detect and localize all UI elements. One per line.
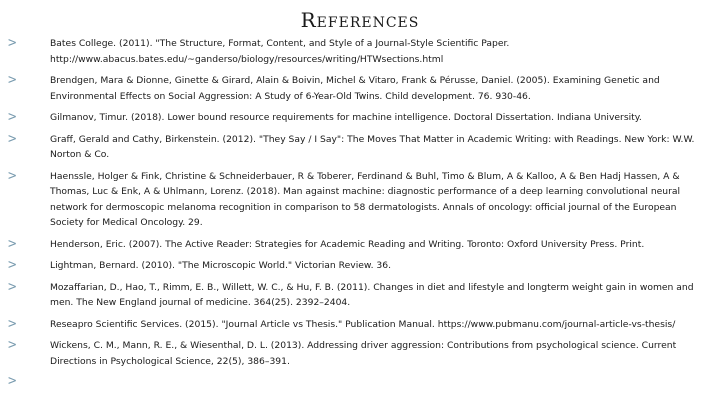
reference-item [0,110,720,126]
reference-item [0,169,720,231]
reference-item [0,280,720,311]
reference-text: Lightman, Bernard. (2010). "The Microscopic World." Victorian Review. 36. [50,260,392,271]
reference-item [0,36,720,67]
chevron-right-icon: > [8,278,17,295]
page-title: References [300,8,420,32]
reference-item [0,73,720,104]
chevron-right-icon: > [8,235,17,252]
reference-text: Gilmanov, Timur. (2018). Lower bound resource requirements for machine intelligence. Doctoral Dissertation. Indiana University. [50,112,642,123]
reference-text: Mozaffarian, D., Hao, T., Rimm, E. B., Willett, W. C., & Hu, F. B. (2011). Changes in diet and lifestyle and longterm weight gain in women and men. The New England journal of medicine. 364(25). 2392–2404. [50,281,694,308]
reference-text: Wickens, C. M., Mann, R. E., & Wiesenthal, D. L. (2013). Addressing driver aggression: Contributions from psychological science. Current Directions in Psychological Science, 22(5), 386–391. [50,340,677,367]
chevron-right-icon: > [8,109,17,125]
reference-text: Haenssle, Holger & Fink, Christine & Schneiderbauer, R & Toberer, Ferdinand & Buhl, Timo & Blum, A & Kalloo, A & Ben Hadj Hassen, A & Thomas, Luc & Enk, A & Uhlmann, Lorenz. (2018). Man against machine: diagnostic performance of a deep learning convolutional neural network for dermoscopic melanoma recognition in comparison to 58 dermatologists. Annals of oncology: official journal of the European Society for Medical Oncology. 29. [50,170,681,228]
chevron-right-icon: > [8,35,17,51]
reference-text: Reseapro Scientific Services. (2015). "Journal Article vs Thesis." Publication Manual. https://www.pubmanu.com/journal-article-vs-thesis/ [50,318,676,330]
chevron-right-icon: > [8,315,17,332]
reference-list [0,36,720,375]
chevron-right-icon: > [8,373,17,389]
reference-text: Brendgen, Mara & Dionne, Ginette & Girard, Alain & Boivin, Michel & Vitaro, Frank & Pérusse, Daniel. (2005). Examining Genetic and Environmental Effects on Social Aggression: A Study of 6-Year-Old Twins. Child development. 76. 930-46. [50,75,660,102]
chevron-right-icon: > [8,337,17,353]
reference-item [0,338,720,369]
reference-text: Graff, Gerald and Cathy, Birkenstein. (2012). "They Say / I Say": The Moves That Matter in Academic Writing: with Readings. New York: W.W. Norton & Co. [50,133,695,160]
chevron-right-icon: > [8,257,17,273]
reference-text: Bates College. (2011). "The Structure, Format, Content, and Style of a Journal-Style Scientific Paper. http://www.abacus.bates.edu/~ganderso/biology/resources/writing/HTWsections.html [50,38,510,65]
chevron-right-icon: > [8,72,17,88]
reference-text: Henderson, Eric. (2007). The Active Reader: Strategies for Academic Reading and Writing. Toronto: Oxford University Press. Print. [50,238,645,250]
reference-item [0,317,720,333]
chevron-right-icon: > [8,167,17,184]
reference-item [0,132,720,163]
chevron-right-icon: > [8,130,17,147]
reference-item [0,258,720,274]
reference-item [0,237,720,253]
